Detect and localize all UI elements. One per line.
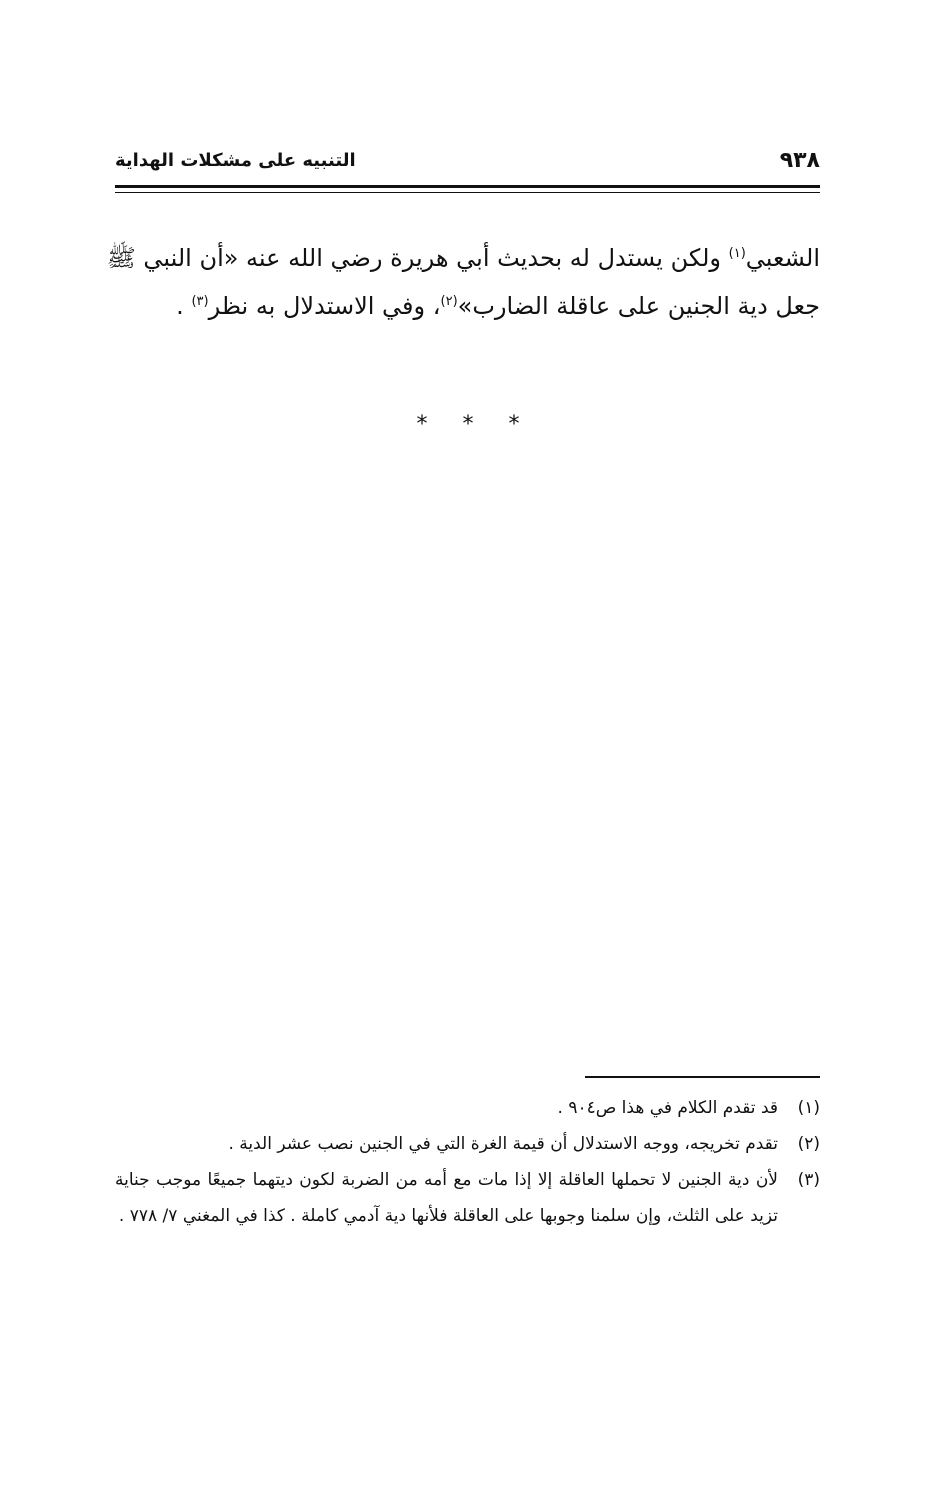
footnote-1 (115, 1090, 820, 1126)
header-rule-thin (115, 192, 820, 193)
footnotes (115, 1090, 820, 1234)
footnote-ref-2: (٢) (440, 294, 458, 309)
text-run: ولكن يستدل له بحديث أبي هريرة رضي الله عنه «أن النبي ﷺ (106, 244, 729, 272)
footnote-ref-3: (٣) (191, 294, 209, 309)
header-rule-thick (115, 185, 820, 188)
running-title: التنبيه على مشكلات الهداية (115, 150, 356, 171)
text-run: ، وفي الاستدلال به نظر (208, 292, 441, 320)
page-header (115, 148, 820, 180)
footnote-text: تقدم تخريجه، ووجه الاستدلال أن قيمة الغرة التي في الجنين نصب عشر الدية . (228, 1134, 778, 1154)
page-number: ٩٣٨ (779, 148, 820, 173)
footnote-rule (585, 1076, 820, 1078)
main-text-line-2 (115, 282, 820, 330)
footnote-3 (115, 1162, 820, 1234)
text-run: . (176, 292, 192, 320)
text-run: الشعبي (745, 244, 820, 272)
footnote-ref-1: (١) (728, 246, 746, 261)
footnote-marker: (٢) (797, 1134, 820, 1154)
footnote-2 (115, 1126, 820, 1162)
main-text-line-1 (106, 234, 820, 282)
footnote-marker: (٣) (797, 1170, 820, 1190)
footnote-text: قد تقدم الكلام في هذا ص٩٠٤ . (557, 1098, 778, 1118)
section-separator: * * * (416, 412, 534, 437)
footnote-marker: (١) (797, 1098, 820, 1118)
main-text (106, 234, 820, 330)
footnote-text: لأن دية الجنين لا تحملها العاقلة إلا إذا مات مع أمه من الضربة لكون ديتهما جميعًا موجب جناية تزيد على الثلث، وإن سلمنا وجوبها على العاقلة فلأنها دية آدمي كاملة . كذا في المغني ٧/ ٧٧٨ . (115, 1170, 778, 1226)
text-run: جعل دية الجنين على عاقلة الضارب» (457, 292, 820, 320)
